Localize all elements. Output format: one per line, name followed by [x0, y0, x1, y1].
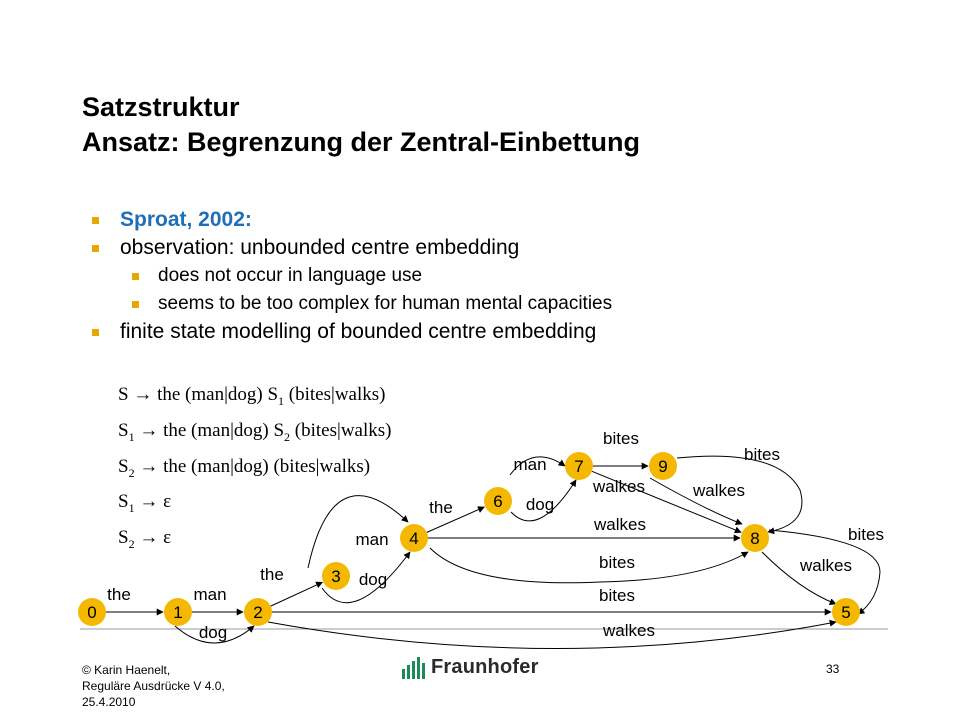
bullet-text: does not occur in language use: [158, 265, 423, 286]
state-4: [400, 524, 428, 552]
state-5: [832, 598, 860, 626]
state-label: 1: [173, 603, 183, 622]
transition-label: man: [355, 530, 389, 549]
footer-date: 25.4.2010: [82, 695, 136, 709]
grammar-rule: $S_1 \to \varepsilon$: [118, 491, 172, 516]
state-8: [741, 524, 769, 552]
state-label: 4: [409, 529, 419, 548]
transition-label: dog: [198, 623, 228, 642]
fraunhofer-bars-icon: [402, 657, 425, 679]
transition-label: walkes: [603, 621, 655, 640]
grammar-rule: S → the (man|dog) $S_1$ (bites|walks): [118, 384, 386, 408]
transition-label: bites: [599, 553, 635, 572]
transition-edge-2-5: [268, 622, 836, 649]
state-3: [322, 562, 350, 590]
grammar-rule: $S_2 \to \varepsilon$: [118, 527, 172, 551]
state-label: 9: [658, 457, 668, 476]
state-label: 7: [574, 457, 584, 476]
transition-label: the: [429, 498, 453, 517]
title-line-2: Ansatz: Begrenzung der Zentral-Einbettung: [82, 127, 641, 157]
transition-label: man: [193, 585, 227, 604]
transition-label: walkes: [693, 481, 745, 500]
footer-credits: [82, 662, 225, 710]
state-6: [484, 487, 512, 515]
transition-edge-2-3: [271, 582, 323, 606]
state-label: 2: [253, 603, 263, 622]
state-7: [565, 452, 593, 480]
state-label: 8: [750, 529, 760, 548]
transition-label: the: [107, 585, 131, 604]
transition-label: bites: [603, 429, 639, 448]
state-2: [244, 598, 272, 626]
state-label: 5: [841, 603, 851, 622]
state-label: 6: [493, 492, 503, 511]
bullet-text: seems to be too complex for human mental capacities: [158, 293, 613, 314]
grammar-rule: $S_1$ → the (man|dog) $S_2$ (bites|walks): [118, 419, 392, 444]
footer-author: © Karin Haenelt,: [82, 663, 171, 677]
state-1: [164, 598, 192, 626]
transition-label: bites: [599, 586, 635, 605]
transition-label: walkes: [593, 477, 645, 496]
logo-text: Fraunhofer: [431, 656, 539, 678]
footer-course: Reguläre Ausdrücke V 4.0,: [82, 679, 225, 693]
bullet-text: finite state modelling of bounded centre embedding: [120, 320, 597, 343]
transition-label: bites: [744, 445, 780, 464]
transition-label: bites: [848, 525, 884, 544]
transition-label: walkes: [800, 556, 852, 575]
transition-label: dog: [525, 495, 555, 514]
transition-edges: [106, 456, 880, 648]
state-0: [78, 598, 106, 626]
fraunhofer-logo: [402, 656, 539, 679]
state-9: [649, 452, 677, 480]
page-number: 33: [826, 662, 840, 676]
transition-label: the: [260, 565, 284, 584]
transition-label: walkes: [594, 515, 646, 534]
grammar-rule: $S_2$ → the (man|dog) (bites|walks): [118, 455, 371, 480]
transition-label: man: [513, 455, 547, 474]
transition-edge-4-8: [430, 548, 748, 583]
transition-label: dog: [358, 570, 388, 589]
title-line-1: Satzstruktur: [82, 92, 240, 122]
state-label: 0: [87, 603, 97, 622]
bullet-text: Sproat, 2002:: [120, 208, 252, 231]
state-label: 3: [331, 567, 341, 586]
bullet-text: observation: unbounded centre embedding: [120, 236, 520, 259]
